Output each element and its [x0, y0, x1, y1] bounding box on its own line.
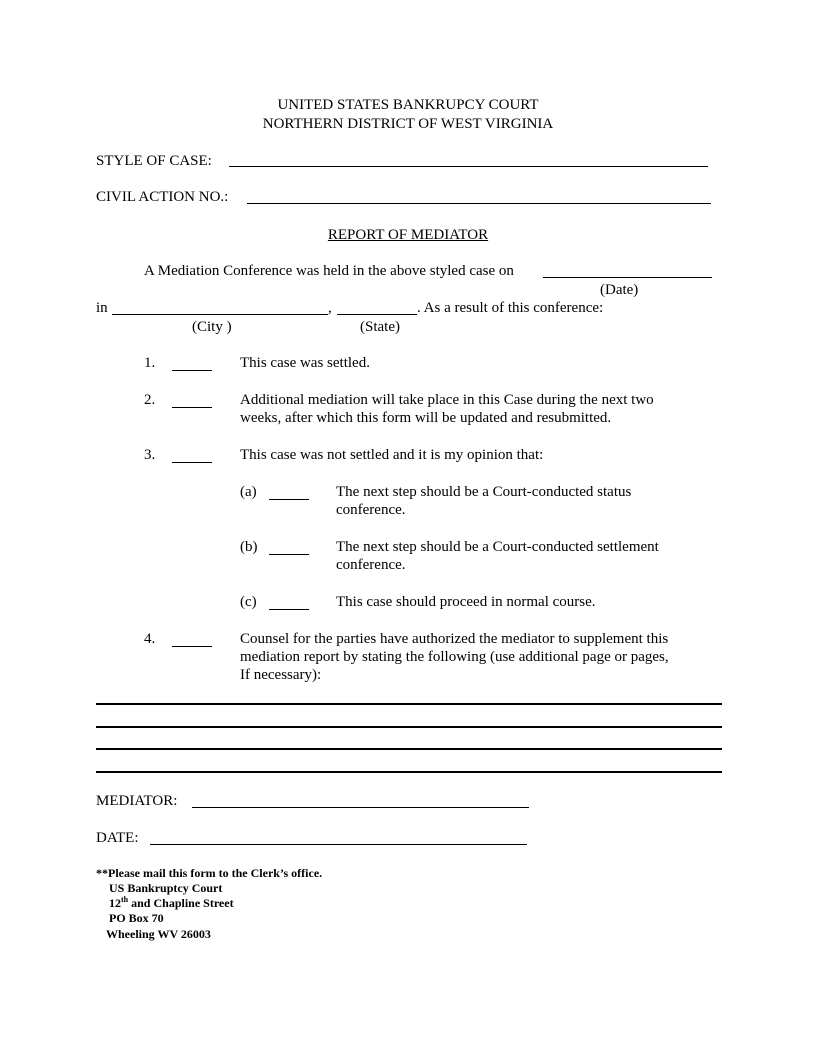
comma: ,: [328, 300, 332, 316]
subitem-c-label: (c): [240, 594, 257, 610]
item-3-text: This case was not settled and it is my opinion that:: [240, 447, 544, 463]
mailing-line-3: PO Box 70: [109, 911, 164, 925]
city-field[interactable]: [112, 314, 328, 315]
civil-action-field[interactable]: [247, 203, 711, 204]
item-4-checkline[interactable]: [172, 646, 212, 647]
mailing-note: **Please mail this form to the Clerk’s office.: [96, 866, 323, 880]
supplement-line-3[interactable]: [96, 748, 722, 750]
date-label: DATE:: [96, 830, 139, 846]
subitem-b-checkline[interactable]: [269, 554, 309, 555]
subitem-a-text-line1: The next step should be a Court-conducted status: [336, 484, 632, 500]
item-1-checkline[interactable]: [172, 370, 212, 371]
subitem-a-label: (a): [240, 484, 257, 500]
subitem-c-text: This case should proceed in normal course.: [336, 594, 596, 610]
item-2-text-line2: weeks, after which this form will be updated and resubmitted.: [240, 410, 612, 426]
item-4-text-line2: mediation report by stating the following (use additional page or pages,: [240, 649, 669, 665]
item-3-number: 3.: [144, 447, 156, 463]
item-3-checkline[interactable]: [172, 462, 212, 463]
item-2-text-line1: Additional mediation will take place in this Case during the next two: [240, 392, 654, 408]
item-2-checkline[interactable]: [172, 407, 212, 408]
intro-sentence: A Mediation Conference was held in the above styled case on: [144, 263, 514, 279]
item-1-text: This case was settled.: [240, 355, 370, 371]
mailing-line-4: Wheeling WV 26003: [106, 927, 211, 941]
style-of-case-field[interactable]: [229, 166, 708, 167]
court-name: UNITED STATES BANKRUPCY COURT: [277, 97, 539, 113]
subitem-a-checkline[interactable]: [269, 499, 309, 500]
city-caption: (City ): [192, 319, 232, 335]
item-4-text-line3: If necessary):: [240, 667, 322, 683]
mediator-label: MEDIATOR:: [96, 793, 178, 809]
state-caption: (State): [360, 319, 400, 335]
supplement-line-1[interactable]: [96, 703, 722, 705]
subitem-c-checkline[interactable]: [269, 609, 309, 610]
item-2-number: 2.: [144, 392, 156, 408]
supplement-line-2[interactable]: [96, 726, 722, 728]
mailing-line-1: US Bankruptcy Court: [109, 881, 223, 895]
subitem-b-text-line1: The next step should be a Court-conducted settlement: [336, 539, 659, 555]
mailing-line-2: 12th and Chapline Street: [109, 895, 234, 910]
state-field[interactable]: [337, 314, 417, 315]
style-of-case-label: STYLE OF CASE:: [96, 153, 212, 169]
supplement-line-4[interactable]: [96, 771, 722, 773]
item-4-text-line1: Counsel for the parties have authorized the mediator to supplement this: [240, 631, 669, 647]
item-4-number: 4.: [144, 631, 156, 647]
signature-date-field[interactable]: [150, 844, 527, 845]
result-text: . As a result of this conference:: [417, 300, 604, 316]
date-field[interactable]: [543, 277, 712, 278]
in-label: in: [96, 300, 108, 316]
subitem-b-text-line2: conference.: [336, 557, 406, 573]
civil-action-label: CIVIL ACTION NO.:: [96, 189, 229, 205]
subitem-b-label: (b): [240, 539, 258, 555]
subitem-a-text-line2: conference.: [336, 502, 406, 518]
item-1-number: 1.: [144, 355, 156, 371]
mediator-field[interactable]: [192, 807, 529, 808]
district-name: NORTHERN DISTRICT OF WEST VIRGINIA: [262, 116, 554, 132]
date-caption: (Date): [600, 282, 639, 298]
report-title: REPORT OF MEDIATOR: [327, 227, 489, 243]
